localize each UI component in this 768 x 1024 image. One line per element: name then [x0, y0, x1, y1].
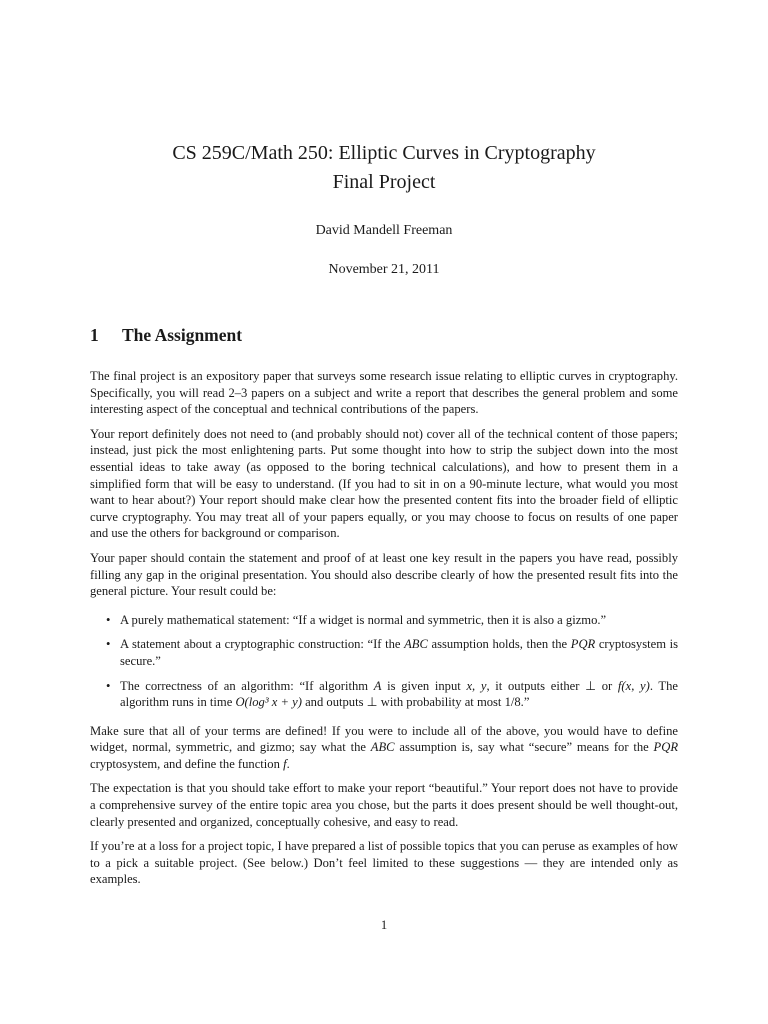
list-item: • A purely mathematical statement: “If a widget is normal and symmetric, then it is also a gizmo.”	[90, 612, 678, 629]
author: David Mandell Freeman	[315, 223, 453, 238]
page-number: 1	[380, 918, 388, 932]
section-number: 1	[90, 325, 99, 345]
paragraph-1: The final project is an expository paper that surveys some research issue relating to elliptic curves in cryptography. Specifically, you will read 2–3 papers on a subject and write a report that describes the general problem and some interesting aspect of the conceptual and technical contributions of the papers.	[90, 369, 678, 417]
paragraph-5: The expectation is that you should take effort to make your report “beautiful.” Your report does not have to provide a comprehensive survey of the entire topic area you chose, but the parts it does present should be well thought-out, clearly presented and organized, conceptually cohesive, and easy to read.	[90, 781, 678, 829]
paragraph-6: If you’re at a loss for a project topic, I have prepared a list of possible topics that you can peruse as examples of how to a pick a suitable project. (See below.) Don’t feel limited to these suggestions — they are intended only as examples.	[90, 839, 678, 887]
date: November 21, 2011	[328, 262, 440, 277]
title-line-2: Final Project	[332, 171, 436, 193]
section-heading	[90, 325, 242, 346]
list-item: • A statement about a cryptographic construction: “If the ABC assumption holds, then the PQR cryptosystem is secure.”	[90, 636, 678, 669]
paragraph-3: Your paper should contain the statement and proof of at least one key result in the papers you have read, possibly filling any gap in the original presentation. You should also describe clearly of how the presented result fits into the general picture. Your result could be:	[90, 550, 678, 599]
paragraph-4: Make sure that all of your terms are defined! If you were to include all of the above, you would have to define widget, normal, symmetric, and gizmo; say what the ABC assumption is, say what “secure” means for the PQR cryptosystem, and define the function f.	[90, 723, 679, 771]
body-text	[90, 368, 678, 896]
title-line-1: CS 259C/Math 250: Elliptic Curves in Cryptography	[172, 142, 596, 164]
list-item: • The correctness of an algorithm: “If algorithm A is given input x, y, it outputs either ⊥ or f(x, y). The algorithm runs in time O(log³ x + y) and outputs ⊥ with probability at most 1/8.”	[90, 678, 678, 711]
section-title: The Assignment	[122, 325, 243, 345]
paragraph-2: Your report definitely does not need to (and probably should not) cover all of the technical content of those papers; instead, just pick the most enlightening parts. Put some thought into how to strip the subject down into the most essential ideas to take away (as opposed to the boring technical calculations), and how to present them in a simplified form that will be easy to understand. (If you had to sit in on a 90-minute lecture, what would you most want to hear about?) Your report should make clear how the presented content fits into the broader field of elliptic curve cryptography. You may treat all of your papers equally, or you may choose to focus on results of one paper and use the others for background or comparison.	[90, 426, 678, 541]
result-examples-list	[90, 612, 678, 711]
